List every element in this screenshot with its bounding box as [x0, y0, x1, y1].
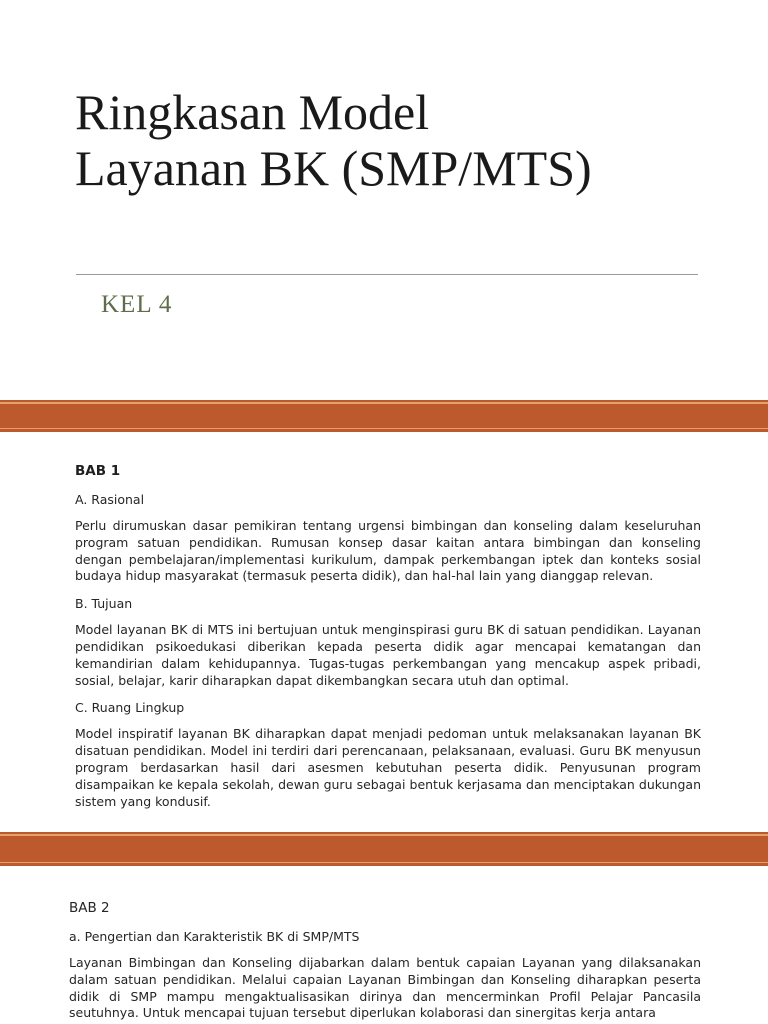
- page-subtitle: KEL 4: [101, 291, 173, 318]
- section-text-ruang-lingkup: Model inspiratif layanan BK diharapkan dapat menjadi pedoman untuk melaksanakan layanan BK disatuan pendidikan. Model ini terdiri dari perencanaan, pelaksanaan, evaluasi. Guru BK menyusun program berdasarkan hasil dari asesmen kebutuhan peserta didik. Penyusunan program disampaikan ke kepala sekolah, dewan guru sebagai bentuk kerjasama dan menciptakan dukungan sistem yang kondusif.: [75, 726, 701, 809]
- bab2-heading: BAB 2: [69, 900, 110, 916]
- bab1-heading: BAB 1: [75, 463, 121, 479]
- page-title: [75, 84, 715, 196]
- bab1-content: [75, 462, 701, 820]
- section-text-rasional: Perlu dirumuskan dasar pemikiran tentang urgensi bimbingan dan konseling dalam keseluruhan program satuan pendidikan. Rumusan konsep dasar kaitan antara bimbingan dan konseling dengan pembelajaran/implementasi kurikulum, dampak perkembangan iptek dan konteks sosial budaya hidup masyarakat (termasuk peserta didik), dan hal-hal lain yang dianggap relevan.: [75, 518, 701, 584]
- bab2-slide: [0, 866, 768, 1024]
- band-accent-line: [0, 428, 768, 429]
- bab2-content: [69, 899, 701, 1024]
- section-text-pengertian: Layanan Bimbingan dan Konseling dijabarkan dalam bentuk capaian Layanan yang dilaksanakan dalam satuan pendidikan. Melalui capaian Layanan Bimbingan dan Konseling diharapkan peserta didik di SMP mampu mengaktualisasikan dirinya dan mencerminkan Profil Pelajar Pancasila seutuhnya. Untuk mencapai tujuan tersebut diperlukan kolaborasi dan sinergitas kerja antara: [69, 955, 701, 1021]
- section-label-rasional: A. Rasional: [75, 492, 145, 507]
- bab1-slide: [0, 432, 768, 832]
- slide-divider-band: [0, 832, 768, 866]
- title-line-2: Layanan BK (SMP/MTS): [75, 140, 592, 196]
- section-text-tujuan: Model layanan BK di MTS ini bertujuan untuk menginspirasi guru BK di satuan pendidikan. Layanan pendidikan psikoedukasi diberikan kepada peserta didik agar mencapai kematangan dan kemandirian dalam kehidupannya. Tugas-tugas perkembangan yang mencakup aspek pribadi, sosial, belajar, karir diharapkan dapat dikembangkan secara utuh dan optimal.: [75, 622, 701, 688]
- title-divider: [76, 274, 698, 275]
- section-label-ruang-lingkup: C. Ruang Lingkup: [75, 700, 185, 716]
- band-accent-line: [0, 834, 768, 836]
- band-accent-line: [0, 862, 768, 863]
- section-label-pengertian: a. Pengertian dan Karakteristik BK di SMP/MTS: [69, 929, 360, 944]
- cover-slide: [0, 0, 768, 400]
- section-label-tujuan: B. Tujuan: [75, 596, 133, 612]
- title-line-1: Ringkasan Model: [75, 84, 430, 140]
- band-accent-line: [0, 402, 768, 404]
